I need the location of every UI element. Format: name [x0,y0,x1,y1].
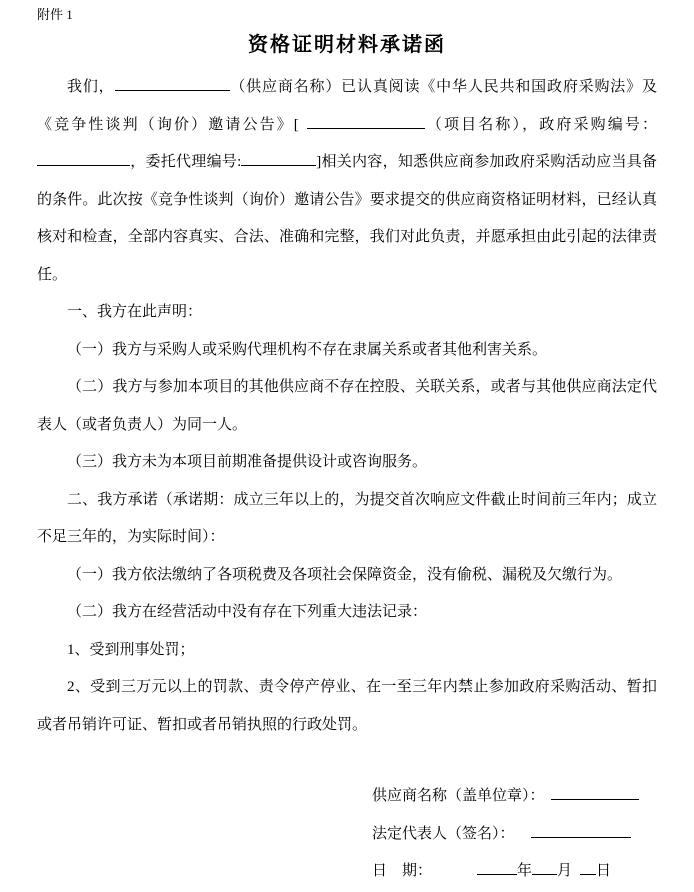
section1-item-3: （三）我方未为本项目前期准备提供设计或咨询服务。 [67,454,428,470]
intro-text-1: 我们， [67,79,115,95]
document-title: 资格证明材料承诺函 [248,34,446,56]
blank-signature-supplier [551,785,639,800]
section2-subitem-2: 2、受到三万元以上的罚款、责令停产停业、在一至三年内禁止参加政府采购活动、暂扣或者吊销许可证、暂扣或者吊销执照的行政处罚。 [37,679,657,733]
blank-agency-number [241,151,316,166]
intro-text-3: （项目名称），政府采购编号： [424,116,657,133]
attachment-label: 附件 1 [37,7,73,22]
blank-procurement-number [37,151,130,166]
blank-supplier-name [115,76,230,91]
blank-month [532,860,557,875]
year-label: 年 [517,863,533,879]
section1-item-2: （二）我方与参加本项目的其他供应商不存在控股、关联关系，或者与其他供应商法定代表人（或者负责人）为同一人。 [37,379,657,433]
intro-text-2: （供应商名称）已认真阅读《中华人民共和国政府采购法》及《竞争性谈判（询价）邀请公告》[ [37,79,657,133]
legal-rep-label: 法定代表人（签名）： [372,825,515,842]
intro-paragraph [37,69,657,294]
section2-subitem-1: 1、受到刑事处罚； [67,641,195,658]
signature-legal-rep-row [372,816,657,854]
section2-heading: 二、我方承诺（承诺期：成立三年以上的，为提交首次响应文件截止时间前三年内；成立不足三年的，为实际时间）： [37,491,657,545]
blank-project-name [307,114,425,129]
blank-signature-legal-rep [531,823,631,838]
date-label: 日 期： [372,863,433,879]
section1-item-1: （一）我方与采购人或采购代理机构不存在隶属关系或者其他利害关系。 [67,341,548,358]
day-label: 日 [596,863,612,879]
section2-item-2: （二）我方在经营活动中没有存在下列重大违法记录： [67,604,428,620]
intro-text-5: ]相关内容，知悉供应商参加政府采购活动应当具备的条件。此次按《竞争性谈判（询价）邀请公告》要求提交的供应商资格证明材料，已经认真核对和检查，全部内容真实、合法、准确和完整，我们对此负责，并愿承担由此引起的法律责任。 [37,154,658,283]
document-body [37,69,657,744]
blank-year [477,860,517,875]
signature-supplier-row [372,778,657,816]
supplier-seal-label: 供应商名称（盖单位章）： [372,788,545,804]
blank-day [580,860,596,875]
section1-heading: 一、我方在此声明： [67,304,203,320]
section2-item-1: （一）我方依法缴纳了各项税费及各项社会保障资金，没有偷税、漏税及欠缴行为。 [67,566,623,583]
signature-date-row [372,853,657,891]
signature-block [37,778,657,891]
month-label: 月 [557,863,573,879]
intro-text-4: ，委托代理编号: [130,154,242,170]
